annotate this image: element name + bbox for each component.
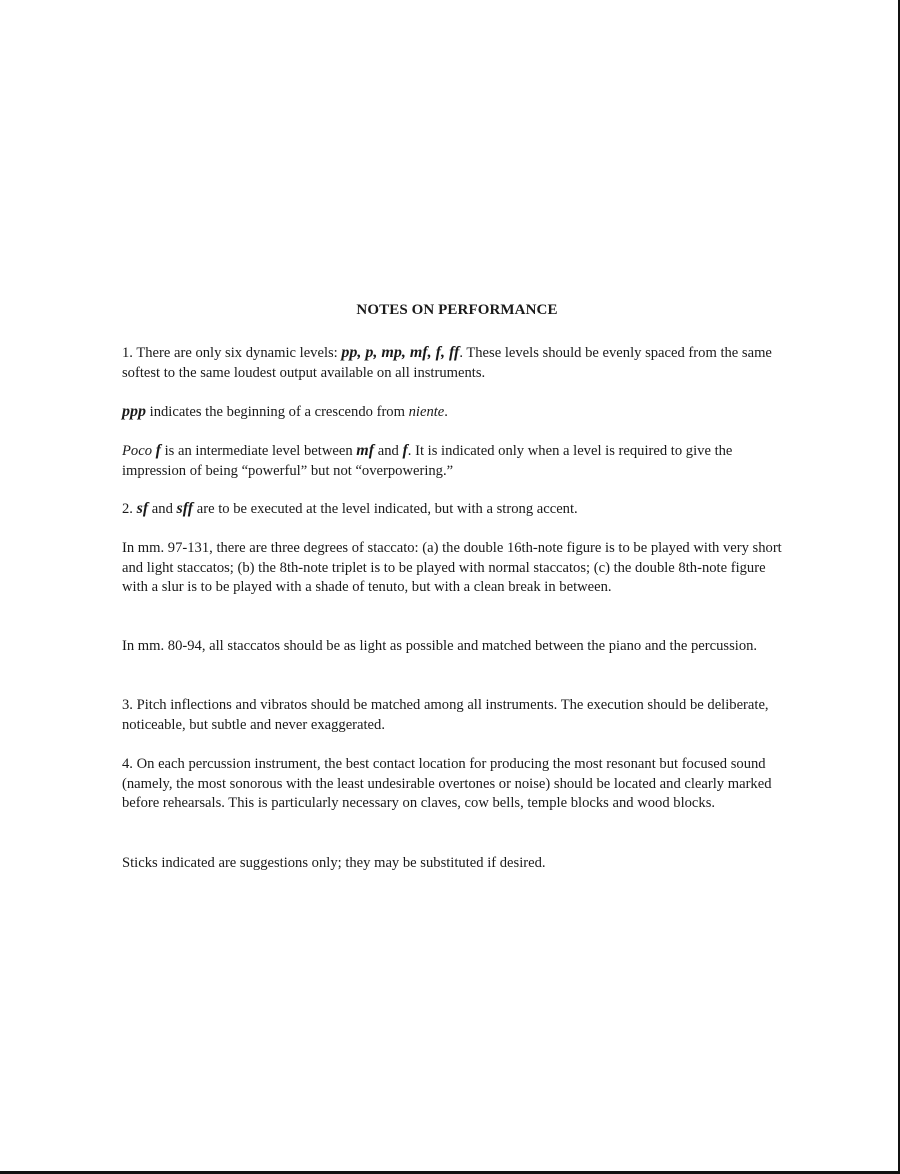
paragraph-percussion-contact: 4. On each percussion instrument, the best contact location for producing the most resonant but focused sound (namely, the most sonorous with the least undesirable overtones or noise) should be located and clearly marked before rehearsals. This is particularly necessary on claves, cow bells, temple blocks and wood blocks.: [122, 756, 772, 811]
paragraph-text: 2.: [122, 501, 137, 517]
paragraph-pitch-inflections: 3. Pitch inflections and vibratos should be matched among all instruments. The execution should be deliberate, noticeable, but subtle and never exaggerated.: [122, 697, 769, 733]
paragraph-staccato-light: In mm. 80-94, all staccatos should be as light as possible and matched between the piano and the percussion.: [122, 638, 758, 654]
paragraph-text: is an intermediate level between: [160, 443, 357, 459]
dynamics-list: pp, p, mp, mf, f, ff: [341, 344, 460, 361]
paragraph-staccato-degrees: In mm. 97-131, there are three degrees of staccato: (a) the double 16th-note figure is to be played with very short and light staccatos; (b) the 8th-note triplet is to be played with normal staccatos; (c) the double 8th-note figure with a slur is to be played with a shade of tenuto, but with a clean break in between.: [122, 540, 782, 595]
paragraph-text: . These levels should be evenly spaced from the same softest to the same loudest output available on all instruments.: [122, 345, 772, 381]
italic-term: niente: [408, 404, 445, 420]
paragraph-text: 1. There are only six dynamic levels:: [122, 345, 342, 361]
paragraph-poco-f: [122, 441, 794, 481]
paragraph-text: . It is indicated only when a level is required to give the impression of being “powerful” but not “overpowering.”: [122, 443, 733, 479]
paragraph-text: are to be executed at the level indicated, but with a strong accent.: [193, 501, 578, 517]
paragraph-accents: [122, 499, 794, 520]
dynamic-mark: f: [402, 442, 408, 459]
dynamic-mark: sff: [176, 500, 194, 517]
italic-term: Poco: [122, 443, 156, 459]
paragraph-dynamic-levels: [122, 343, 794, 383]
paragraph-text: and: [148, 501, 177, 517]
paragraph-text: indicates the beginning of a crescendo from: [146, 404, 409, 420]
dynamic-mark: mf: [356, 442, 375, 459]
dynamic-mark: sf: [136, 500, 149, 517]
dynamic-mark: ppp: [122, 403, 146, 420]
paragraph-sticks: Sticks indicated are suggestions only; they may be substituted if desired.: [122, 855, 546, 871]
paragraph-text: .: [444, 404, 448, 420]
paragraph-ppp: [122, 402, 794, 423]
page-title: NOTES ON PERFORMANCE: [356, 302, 558, 318]
paragraph-text: and: [374, 443, 403, 459]
dynamic-mark: f: [155, 442, 161, 459]
